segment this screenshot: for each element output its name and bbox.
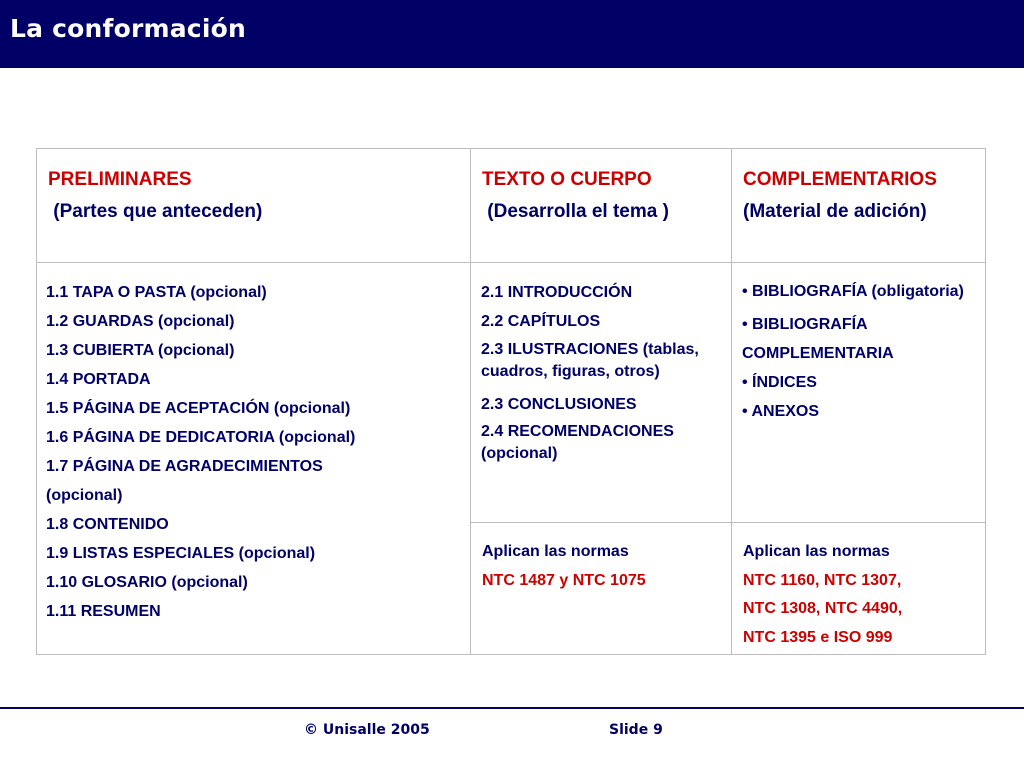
norms-texto-line: NTC 1487 y NTC 1075 [482, 571, 646, 589]
norms-complementarios-line: NTC 1395 e ISO 999 [743, 628, 893, 646]
list-texto [481, 278, 725, 472]
norms-complementarios-line: NTC 1308, NTC 4490, [743, 600, 903, 617]
subheader-complementarios: (Material de adición) [743, 201, 927, 222]
list-item: 1.10 GLOSARIO (opcional) [46, 574, 248, 591]
list-item: 1.3 CUBIERTA (opcional) [46, 342, 235, 359]
list-item: COMPLEMENTARIA [742, 345, 894, 362]
table-divider-col-1 [470, 148, 471, 655]
list-item: 1.4 PORTADA [46, 371, 151, 388]
list-item: (opcional) [46, 487, 123, 504]
list-item: 1.6 PÁGINA DE DEDICATORIA (opcional) [46, 429, 356, 446]
table-divider-col-2 [731, 148, 732, 655]
norms-complementarios-line: NTC 1160, NTC 1307, [743, 571, 902, 589]
header-texto: TEXTO O CUERPO [482, 169, 652, 190]
list-item: • ANEXOS [742, 403, 820, 420]
subheader-texto: (Desarrolla el tema ) [482, 201, 669, 222]
list-item: 2.2 CAPÍTULOS [481, 313, 601, 330]
footer-slide-number: Slide 9 [609, 722, 663, 738]
norms-cell-texto [482, 538, 726, 595]
title-bar [0, 0, 1024, 68]
list-preliminares [46, 278, 466, 626]
table-divider-norms [470, 522, 986, 523]
list-item: • BIBLIOGRAFÍA [742, 316, 868, 333]
list-item: 2.3 ILUSTRACIONES (tablas, cuadros, figuras, otros) [481, 341, 699, 380]
list-item: 1.1 TAPA O PASTA (opcional) [46, 284, 267, 301]
header-preliminares: PRELIMINARES [48, 169, 192, 190]
header-cell-preliminares [48, 164, 463, 228]
footer-copyright: © Unisalle 2005 [304, 722, 430, 738]
slide-title: La conformación [10, 14, 246, 43]
list-item: 1.11 RESUMEN [46, 603, 161, 620]
list-item: 1.2 GUARDAS (opcional) [46, 313, 235, 330]
list-item: 1.8 CONTENIDO [46, 516, 169, 533]
norms-cell-complementarios [743, 538, 983, 652]
header-cell-texto [482, 164, 727, 228]
norms-label-complementarios: Aplican las normas [743, 543, 890, 560]
footer-rule [0, 707, 1024, 709]
list-item: • ÍNDICES [742, 374, 817, 391]
subheader-preliminares: (Partes que anteceden) [48, 201, 263, 222]
list-item: 2.1 INTRODUCCIÓN [481, 284, 633, 301]
list-item: 2.3 CONCLUSIONES [481, 396, 637, 413]
header-complementarios: COMPLEMENTARIOS [743, 169, 937, 190]
header-cell-complementarios [743, 164, 983, 228]
list-item: 1.7 PÁGINA DE AGRADECIMIENTOS [46, 458, 323, 475]
list-item: 1.9 LISTAS ESPECIALES (opcional) [46, 545, 316, 562]
list-item: 2.4 RECOMENDACIONES (opcional) [481, 423, 674, 462]
list-item: • BIBLIOGRAFÍA (obligatoria) [742, 283, 964, 300]
table-divider-header [36, 262, 986, 263]
list-item: 1.5 PÁGINA DE ACEPTACIÓN (opcional) [46, 400, 351, 417]
norms-label-texto: Aplican las normas [482, 543, 629, 560]
list-complementarios [742, 281, 980, 426]
